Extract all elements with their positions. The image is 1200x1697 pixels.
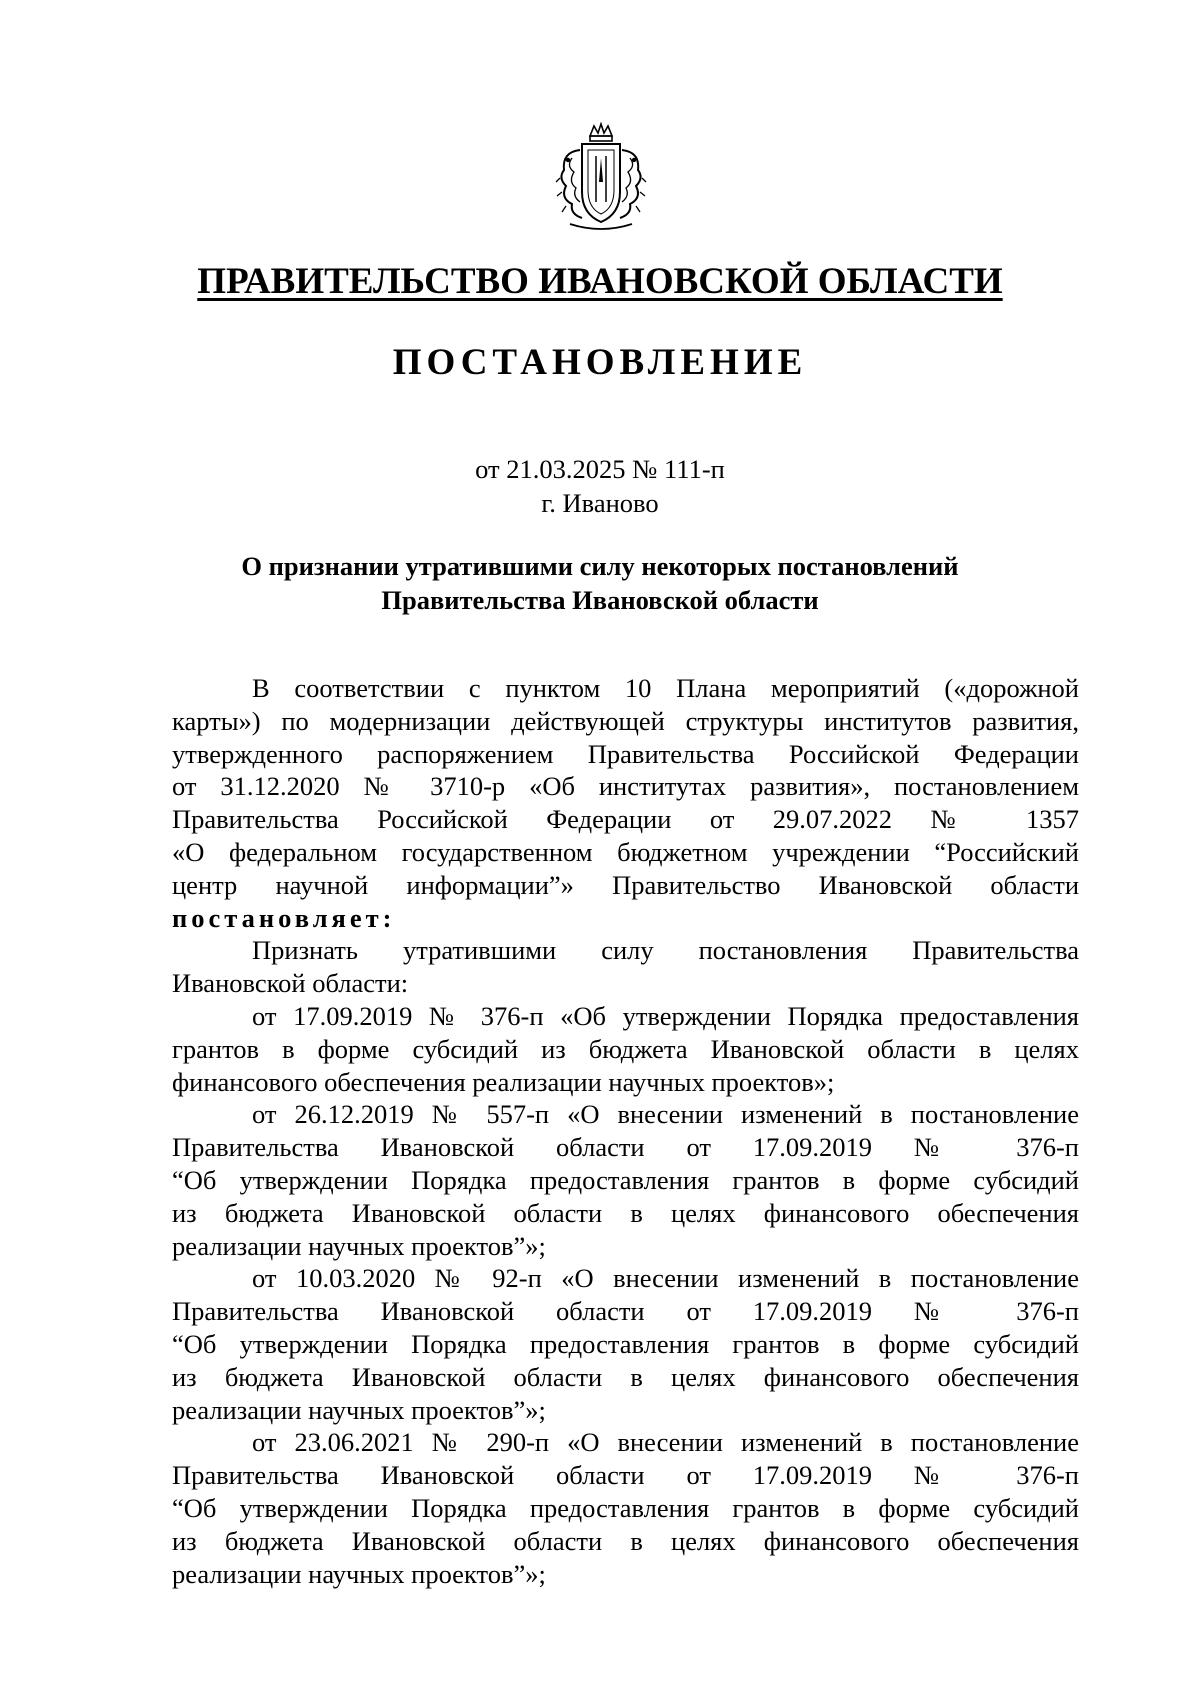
body-line (172, 1098, 1079, 1131)
organization-title-text: ПРАВИТЕЛЬСТВО ИВАНОВСКОЙ ОБЛАСТИ (197, 261, 1003, 302)
body-line-text: из бюджета Ивановской области в целях финансового обеспечения (172, 1525, 1079, 1556)
body-line-text: Ивановской области: (172, 968, 409, 999)
body-line-text: утвержденного распоряжением Правительства Российской Федерации (172, 738, 1079, 769)
body-line (172, 1131, 1079, 1164)
body-line-text: карты») по модернизации действующей структуры институтов развития, (172, 705, 1079, 736)
body-line (172, 902, 1079, 935)
document-type-heading: ПОСТАНОВЛЕНИЕ (392, 342, 808, 383)
body-line-text: Правительства Ивановской области от 17.09.2019 № 376-п (172, 1296, 1079, 1327)
body-line (172, 1558, 1079, 1591)
document-city: г. Иваново (541, 488, 659, 518)
body-line-text: В соответствии с пунктом 10 Плана мероприятий («дорожной (252, 673, 1079, 703)
body-line (172, 869, 1079, 902)
body-line (172, 1295, 1079, 1328)
body-line-text: “Об утверждении Порядка предоставления грантов в форме субсидий (172, 1164, 1079, 1195)
body-line (172, 1361, 1079, 1394)
body-line (172, 1197, 1079, 1230)
body-line-text: от 31.12.2020 № 3710-р «Об институтах развития», постановлением (172, 771, 1079, 802)
body-line (172, 1262, 1079, 1295)
body-line (172, 1033, 1079, 1066)
subject-line: Правительства Ивановской области (381, 585, 819, 615)
body-line (172, 1426, 1079, 1459)
body-line-text: финансового обеспечения реализации научных проектов»; (172, 1066, 835, 1097)
document-subject (0, 549, 1200, 617)
body-line (172, 1066, 1079, 1099)
body-line-text: “Об утверждении Порядка предоставления грантов в форме субсидий (172, 1328, 1079, 1359)
subject-line: О признании утратившими силу некоторых постановлений (241, 551, 959, 581)
document-date-number: от 21.03.2025 № 111-п (475, 454, 725, 484)
body-line-text: от 23.06.2021 № 290-п «О внесении изменений в постановление (252, 1427, 1079, 1458)
body-line (172, 1394, 1079, 1427)
body-line (172, 705, 1079, 738)
body-line (172, 770, 1079, 803)
body-line-text: «О федеральном государственном бюджетном учреждении “Российский (172, 836, 1079, 867)
body-line-text: Признать утратившими силу постановления Правительства (252, 935, 1079, 966)
body-line (172, 967, 1079, 1000)
body-line (172, 1230, 1079, 1263)
body-line (172, 738, 1079, 771)
body-line (172, 1164, 1079, 1197)
coat-of-arms-icon (552, 122, 650, 234)
body-line-text: из бюджета Ивановской области в целях финансового обеспечения (172, 1361, 1079, 1392)
body-line-text: Правительства Российской Федерации от 29.07.2022 № 1357 (172, 804, 1079, 835)
body-line-text: “Об утверждении Порядка предоставления грантов в форме субсидий (172, 1492, 1079, 1523)
body-line-text: Правительства Ивановской области от 17.09.2019 № 376-п (172, 1460, 1079, 1491)
document-body (172, 672, 1079, 1590)
body-line (172, 1328, 1079, 1361)
body-line-text: Правительства Ивановской области от 17.09.2019 № 376-п (172, 1132, 1079, 1163)
body-line (172, 1492, 1079, 1525)
body-line-text: от 10.03.2020 № 92-п «О внесении изменений в постановление (252, 1263, 1079, 1294)
body-line-text: из бюджета Ивановской области в целях финансового обеспечения (172, 1197, 1079, 1228)
body-line (172, 1000, 1079, 1033)
body-line (172, 803, 1079, 836)
body-line (172, 934, 1079, 967)
resolution-keyword: постановляет: (172, 902, 396, 933)
body-line-text: реализации научных проектов”»; (172, 1230, 546, 1261)
document-meta (0, 452, 1200, 520)
body-line-text: от 26.12.2019 № 557-п «О внесении изменений в постановление (252, 1099, 1079, 1130)
body-line-text: реализации научных проектов”»; (172, 1558, 546, 1589)
body-line-text: от 17.09.2019 № 376-п «Об утверждении Порядка предоставления (252, 1000, 1079, 1031)
body-line (172, 1525, 1079, 1558)
body-line (172, 672, 1079, 705)
body-line (172, 1459, 1079, 1492)
body-line-text: реализации научных проектов”»; (172, 1394, 546, 1425)
body-line (172, 836, 1079, 869)
organization-title (0, 262, 1200, 303)
body-line-text: центр научной информации”» Правительство Ивановской области (172, 869, 1079, 900)
body-line-text: грантов в форме субсидий из бюджета Ивановской области в целях (172, 1033, 1079, 1064)
